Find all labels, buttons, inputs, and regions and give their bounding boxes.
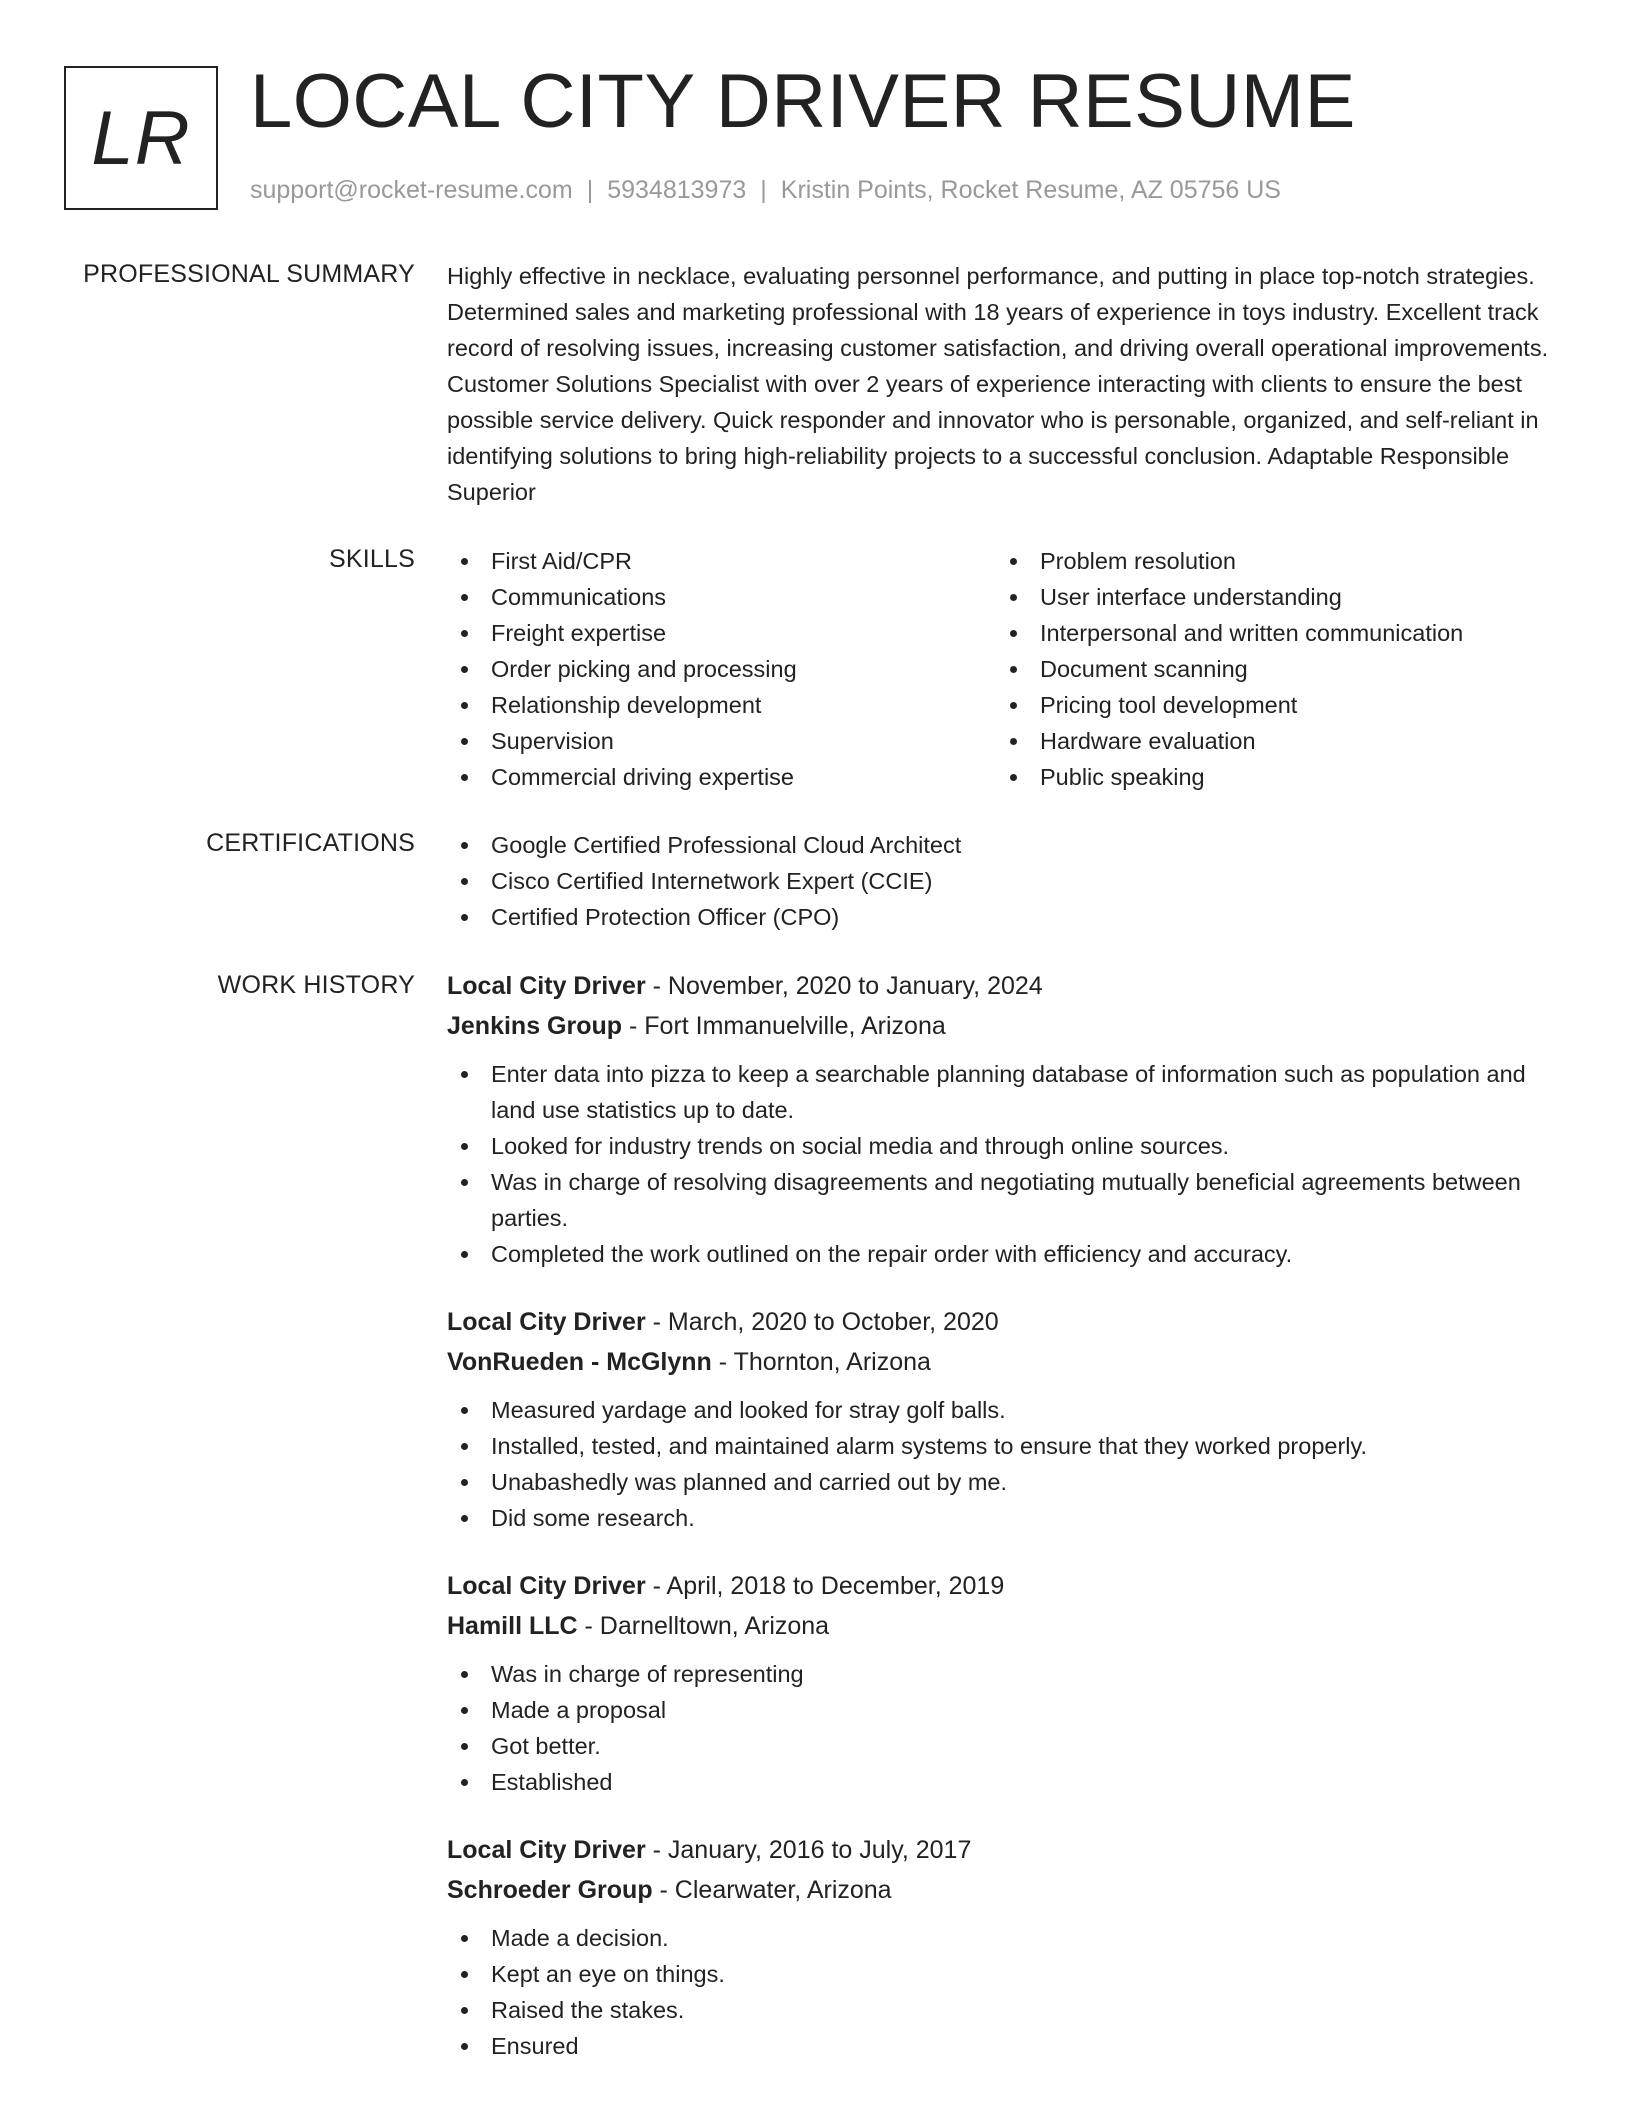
job-title: Local City Driver bbox=[447, 1836, 646, 1864]
work-history-body bbox=[447, 966, 1567, 2094]
job-duty: Was in charge of resolving disagreements and negotiating mutually beneficial agreements between parties. bbox=[447, 1164, 1567, 1236]
skill-item: Freight expertise bbox=[447, 615, 996, 651]
job-company-line bbox=[447, 1342, 1567, 1382]
certification-item: Certified Protection Officer (CPO) bbox=[447, 899, 1567, 935]
contact-line bbox=[250, 176, 1281, 205]
job-duty: Did some research. bbox=[447, 1500, 1567, 1536]
summary-text: Highly effective in necklace, evaluating personnel performance, and putting in place top-notch strategies. Determined sales and marketing professional with 18 years of experience in toys industry. Excellent track record of resolving issues, increasing customer satisfaction, and driving overall operational improvements. Customer Solutions Specialist with over 2 years of experience interacting with clients to ensure the best possible service delivery. Quick responder and innovator who is personable, organized, and self-reliant in identifying solutions to bring high-reliability projects to a successful conclusion. Adaptable Responsible Superior bbox=[447, 263, 1549, 505]
contact-email[interactable]: support@rocket-resume.com bbox=[250, 176, 573, 204]
contact-address: Kristin Points, Rocket Resume, AZ 05756 US bbox=[780, 176, 1281, 204]
contact-phone[interactable]: 5934813973 bbox=[607, 176, 747, 204]
job-duty: Made a proposal bbox=[447, 1692, 1567, 1728]
job-duty: Was in charge of representing bbox=[447, 1656, 1567, 1692]
job-duties bbox=[447, 1656, 1567, 1800]
job-title-line bbox=[447, 1566, 1567, 1606]
job-entry bbox=[447, 1830, 1567, 2064]
skill-item: User interface understanding bbox=[996, 579, 1545, 615]
certifications-body bbox=[447, 827, 1567, 935]
certification-item: Cisco Certified Internetwork Expert (CCIE) bbox=[447, 863, 1567, 899]
job-location: - Clearwater, Arizona bbox=[652, 1876, 892, 1904]
certifications-label: CERTIFICATIONS bbox=[206, 829, 415, 857]
skills-list-right bbox=[996, 543, 1545, 795]
job-company-line bbox=[447, 1870, 1567, 1910]
job-duty: Got better. bbox=[447, 1728, 1567, 1764]
job-dates: - March, 2020 to October, 2020 bbox=[645, 1308, 999, 1336]
skill-item: Relationship development bbox=[447, 687, 996, 723]
job-company: Hamill LLC bbox=[447, 1612, 578, 1640]
skill-item: Pricing tool development bbox=[996, 687, 1545, 723]
skill-item: Communications bbox=[447, 579, 996, 615]
job-company: Jenkins Group bbox=[447, 1012, 623, 1040]
job-entry bbox=[447, 1566, 1567, 1800]
job-location: - Fort Immanuelville, Arizona bbox=[622, 1012, 946, 1040]
skill-item: Hardware evaluation bbox=[996, 723, 1545, 759]
contact-separator: | bbox=[760, 176, 767, 204]
job-dates: - November, 2020 to January, 2024 bbox=[645, 972, 1043, 1000]
skill-item: Document scanning bbox=[996, 651, 1545, 687]
job-duties bbox=[447, 1392, 1567, 1536]
skill-item: Supervision bbox=[447, 723, 996, 759]
job-dates: - January, 2016 to July, 2017 bbox=[645, 1836, 972, 1864]
job-title: Local City Driver bbox=[447, 1308, 646, 1336]
job-company: VonRueden - McGlynn bbox=[447, 1348, 712, 1376]
job-entry bbox=[447, 1302, 1567, 1536]
skill-item: Interpersonal and written communication bbox=[996, 615, 1545, 651]
skill-item: Commercial driving expertise bbox=[447, 759, 996, 795]
job-duty: Installed, tested, and maintained alarm systems to ensure that they worked properly. bbox=[447, 1428, 1567, 1464]
job-duty: Established bbox=[447, 1764, 1567, 1800]
job-title-line bbox=[447, 966, 1567, 1006]
certification-item: Google Certified Professional Cloud Architect bbox=[447, 827, 1567, 863]
resume-title: LOCAL CITY DRIVER RESUME bbox=[250, 59, 1356, 144]
skill-item: Order picking and processing bbox=[447, 651, 996, 687]
skill-item: Public speaking bbox=[996, 759, 1545, 795]
job-entry bbox=[447, 966, 1567, 1272]
job-title: Local City Driver bbox=[447, 972, 646, 1000]
job-duty: Kept an eye on things. bbox=[447, 1956, 1567, 1992]
skills-body bbox=[447, 543, 1567, 795]
job-duty: Raised the stakes. bbox=[447, 1992, 1567, 2028]
skills-label: SKILLS bbox=[329, 545, 415, 573]
job-duty: Completed the work outlined on the repair order with efficiency and accuracy. bbox=[447, 1236, 1567, 1272]
job-company-line bbox=[447, 1606, 1567, 1646]
summary-label: PROFESSIONAL SUMMARY bbox=[83, 260, 415, 288]
job-duties bbox=[447, 1920, 1567, 2064]
monogram-badge bbox=[64, 66, 218, 210]
skill-item: Problem resolution bbox=[996, 543, 1545, 579]
job-company-line bbox=[447, 1006, 1567, 1046]
job-duty: Made a decision. bbox=[447, 1920, 1567, 1956]
job-title: Local City Driver bbox=[447, 1572, 646, 1600]
job-duty: Looked for industry trends on social media and through online sources. bbox=[447, 1128, 1567, 1164]
job-dates: - April, 2018 to December, 2019 bbox=[645, 1572, 1005, 1600]
job-title-line bbox=[447, 1302, 1567, 1342]
job-duty: Ensured bbox=[447, 2028, 1567, 2064]
job-company: Schroeder Group bbox=[447, 1876, 653, 1904]
contact-separator: | bbox=[586, 176, 594, 204]
job-title-line bbox=[447, 1830, 1567, 1870]
job-location: - Thornton, Arizona bbox=[711, 1348, 931, 1376]
job-duty: Unabashedly was planned and carried out by me. bbox=[447, 1464, 1567, 1500]
certifications-list bbox=[447, 827, 1567, 935]
job-duty: Measured yardage and looked for stray golf balls. bbox=[447, 1392, 1567, 1428]
job-duties bbox=[447, 1056, 1567, 1272]
job-duty: Enter data into pizza to keep a searchable planning database of information such as population and land use statistics up to date. bbox=[447, 1056, 1567, 1128]
monogram-initials: LR bbox=[91, 95, 191, 181]
work-history-label: WORK HISTORY bbox=[217, 971, 415, 999]
skill-item: First Aid/CPR bbox=[447, 543, 996, 579]
job-location: - Darnelltown, Arizona bbox=[577, 1612, 830, 1640]
skills-list-left bbox=[447, 543, 996, 795]
